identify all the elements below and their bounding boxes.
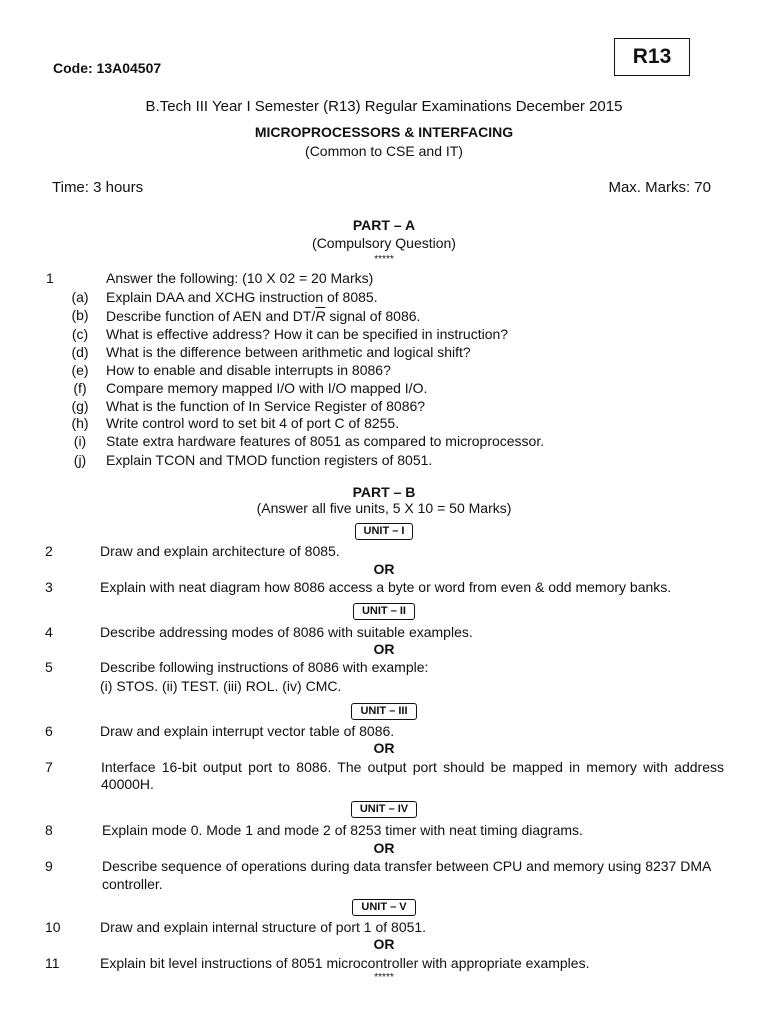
item-text-before: Describe function of AEN and DT/	[106, 308, 316, 324]
item-text: What is the function of In Service Register of 8086?	[106, 398, 426, 414]
item-label: (h)	[71, 415, 89, 431]
item-text: Write control word to set bit 4 of port C of 8255.	[106, 415, 400, 431]
item-text: What is the difference between arithmetic and logical shift?	[106, 344, 471, 360]
question-number: 5	[45, 659, 53, 675]
item-label: (c)	[71, 326, 89, 342]
or-separator: OR	[373, 840, 395, 856]
unit-3-label: UNIT – III	[351, 703, 416, 720]
subject-title: MICROPROCESSORS & INTERFACING	[254, 124, 514, 140]
unit-5-label: UNIT – V	[352, 899, 415, 916]
question-text: Explain bit level instructions of 8051 microcontroller with appropriate examples.	[100, 955, 590, 971]
item-text: State extra hardware features of 8051 as compared to microprocessor.	[106, 433, 545, 449]
unit-4-heading	[0, 799, 768, 818]
item-label: (j)	[73, 452, 87, 468]
or-separator: OR	[373, 561, 395, 577]
question-text: Explain with neat diagram how 8086 access a byte or word from even & odd memory banks.	[100, 579, 672, 595]
exam-code: Code: 13A04507	[53, 60, 162, 76]
exam-title: B.Tech III Year I Semester (R13) Regular Examinations December 2015	[145, 98, 623, 115]
question-text: Interface 16-bit output port to 8086. The output port should be mapped in memory with address	[101, 759, 724, 775]
question-text: Describe sequence of operations during data transfer between CPU and memory using 8237 DMA	[102, 858, 712, 874]
regulation-box: R13	[614, 38, 690, 76]
question-text: Draw and explain interrupt vector table of 8086.	[100, 723, 395, 739]
question-text-line2: controller.	[102, 876, 163, 892]
question-1-number: 1	[46, 270, 54, 286]
question-number: 3	[45, 579, 53, 595]
question-number: 9	[45, 858, 53, 874]
question-text: Draw and explain internal structure of port 1 of 8051.	[100, 919, 427, 935]
part-b-subtitle: (Answer all five units, 5 X 10 = 50 Marks)	[256, 500, 512, 516]
item-label: (a)	[71, 289, 89, 305]
question-1-intro: Answer the following: (10 X 02 = 20 Marks)	[106, 270, 374, 286]
question-number: 10	[45, 919, 61, 935]
question-number: 11	[45, 955, 60, 971]
part-a-title: PART – A	[352, 217, 416, 233]
item-label: (f)	[73, 380, 87, 396]
item-label: (e)	[71, 362, 89, 378]
item-text: Explain TCON and TMOD function registers of 8051.	[106, 452, 433, 468]
question-text: Explain mode 0. Mode 1 and mode 2 of 8253 timer with neat timing diagrams.	[102, 822, 583, 838]
question-number: 8	[45, 822, 53, 838]
unit-5-heading	[0, 897, 768, 916]
unit-1-heading	[0, 521, 768, 540]
exam-time: Time: 3 hours	[52, 179, 144, 196]
item-text: Compare memory mapped I/O with I/O mapped I/O.	[106, 380, 428, 396]
item-text: How to enable and disable interrupts in 8086?	[106, 362, 391, 378]
end-stars: *****	[374, 972, 394, 983]
question-text-line2: (i) STOS. (ii) TEST. (iii) ROL. (iv) CMC.	[100, 678, 342, 694]
item-text: What is effective address? How it can be specified in instruction?	[106, 326, 509, 342]
question-text-line2: 40000H.	[101, 776, 154, 792]
question-text: Draw and explain architecture of 8085.	[100, 543, 340, 559]
question-number: 4	[45, 624, 53, 640]
or-separator: OR	[373, 641, 395, 657]
or-separator: OR	[373, 936, 395, 952]
unit-2-heading	[0, 601, 768, 620]
part-a-subtitle: (Compulsory Question)	[312, 235, 456, 251]
item-label: (d)	[71, 344, 89, 360]
part-a-stars: *****	[374, 254, 394, 265]
unit-3-heading	[0, 701, 768, 720]
item-text-r: $\overline{R}$	[315, 308, 326, 324]
question-text: Describe following instructions of 8086 with example:	[100, 659, 429, 675]
item-text: Explain DAA and XCHG instruction of 8085.	[106, 289, 378, 305]
question-number: 7	[45, 759, 53, 775]
question-text: Describe addressing modes of 8086 with suitable examples.	[100, 624, 473, 640]
question-number: 6	[45, 723, 53, 739]
item-label: (b)	[71, 307, 89, 323]
unit-2-label: UNIT – II	[353, 603, 415, 620]
common-note: (Common to CSE and IT)	[305, 143, 463, 159]
unit-4-label: UNIT – IV	[351, 801, 417, 818]
item-label: (g)	[71, 398, 89, 414]
item-text-after: signal of 8086.	[325, 308, 421, 324]
question-number: 2	[45, 543, 53, 559]
item-text	[106, 308, 420, 324]
or-separator: OR	[373, 740, 395, 756]
unit-1-label: UNIT – I	[355, 523, 414, 540]
max-marks: Max. Marks: 70	[608, 179, 711, 196]
part-b-title: PART – B	[352, 484, 416, 500]
item-label: (i)	[73, 433, 87, 449]
